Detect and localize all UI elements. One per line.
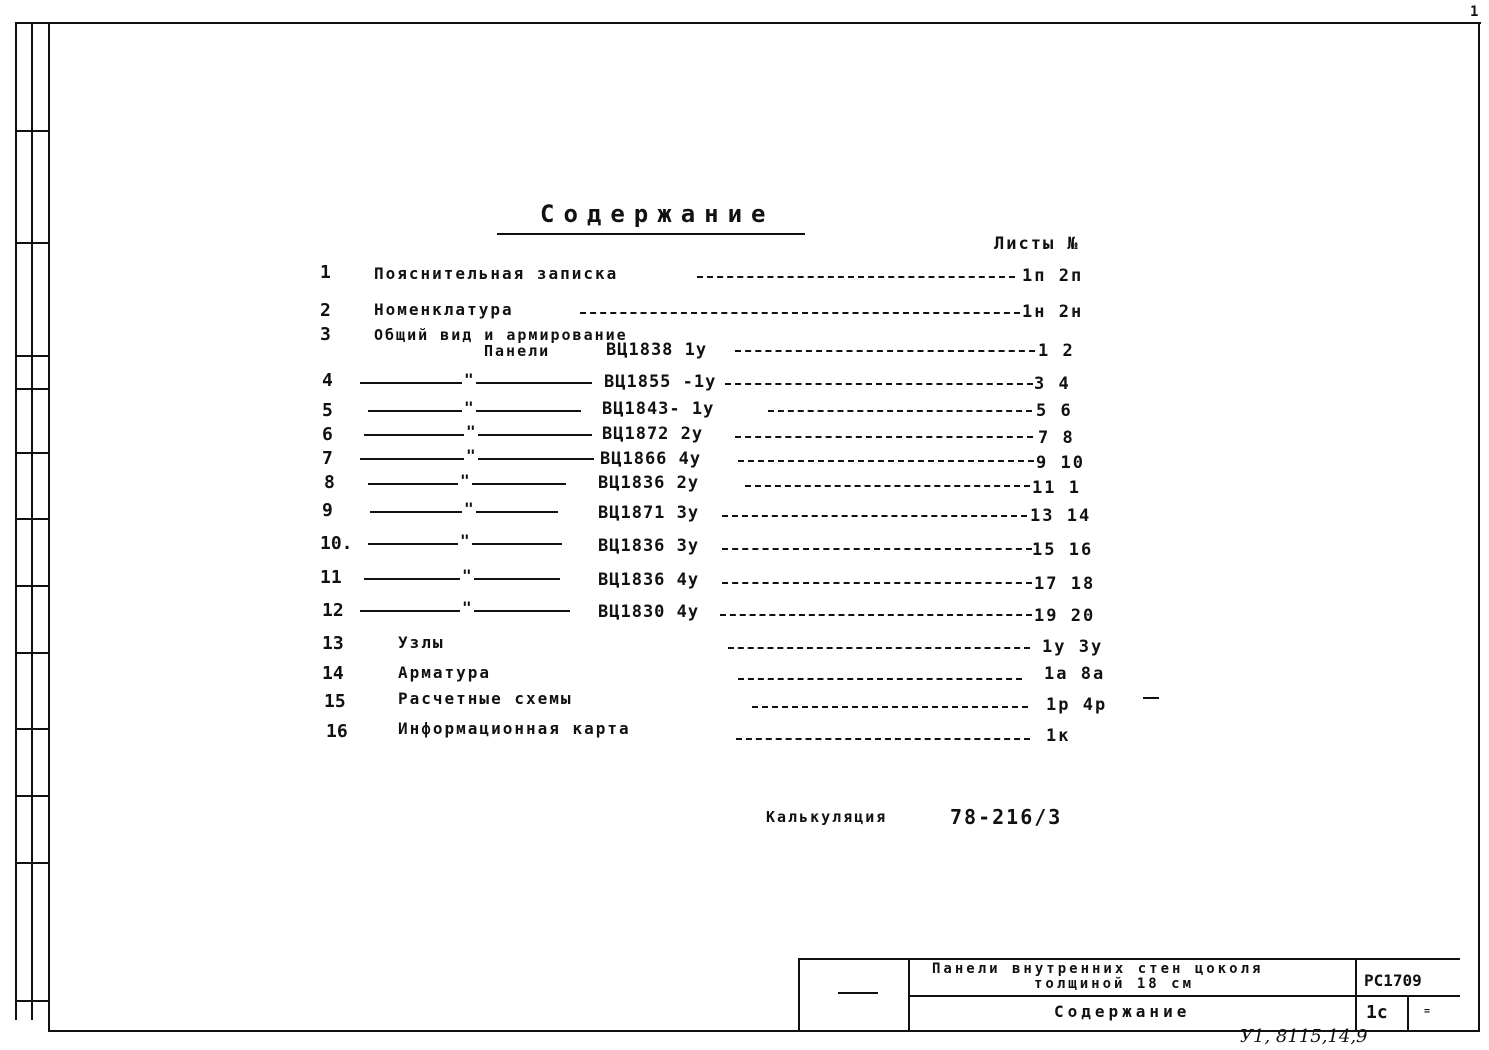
- entry-label: Арматура: [398, 663, 492, 682]
- entry-label: Узлы: [398, 633, 445, 652]
- entry-code: ВЦ1836 4у: [598, 570, 700, 590]
- entry-code: ВЦ1871 3у: [598, 503, 700, 523]
- margin-tick: [15, 355, 50, 357]
- entry-number: 15: [324, 691, 346, 712]
- ditto-line: [364, 434, 592, 436]
- ditto-mark: ": [464, 398, 474, 417]
- leader-line: [735, 436, 1033, 438]
- leader-line: [722, 548, 1032, 550]
- leader-line: [738, 460, 1034, 462]
- title-block-row: [908, 995, 1460, 997]
- margin-tick: [15, 452, 50, 454]
- entry-sheets: 11 1: [1032, 478, 1081, 498]
- entry-number: 8: [324, 472, 335, 493]
- title-block-divider: [1355, 958, 1357, 1030]
- entry-number: 16: [326, 721, 348, 742]
- entry-number: 13: [322, 633, 344, 654]
- entry-code: ВЦ1836 3у: [598, 536, 700, 556]
- entry-sheets: 1 2: [1038, 341, 1075, 361]
- margin-strip-left: [15, 22, 17, 1020]
- entry-number: 11: [320, 567, 342, 588]
- entry-sheets: 9 10: [1036, 453, 1085, 473]
- margin-tick: [15, 130, 50, 132]
- ditto-mark: ": [464, 370, 474, 389]
- stray-mark: [1143, 697, 1159, 699]
- entry-label: Информационная карта: [398, 719, 631, 738]
- entry-code: ВЦ1872 2у: [602, 424, 704, 444]
- handwritten-note: У1, 8115,14,9: [1240, 1026, 1368, 1047]
- entry-label: Расчетные схемы: [398, 689, 573, 708]
- leader-line: [768, 410, 1032, 412]
- ditto-line: [360, 382, 592, 384]
- entry-number: 2: [320, 300, 331, 321]
- margin-tick: [15, 795, 50, 797]
- title-block-dash: [838, 992, 878, 994]
- calculation-value: 78-216/3: [950, 805, 1063, 829]
- leader-line: [738, 678, 1022, 680]
- entry-label: Номенклатура: [374, 300, 514, 319]
- entry-code: ВЦ1836 2у: [598, 473, 700, 493]
- entry-sheets: 1н 2н: [1022, 302, 1084, 322]
- margin-tick: [15, 1000, 50, 1002]
- entry-number: 12: [322, 600, 344, 621]
- entry-number: 10.: [320, 533, 353, 554]
- title-block-sheet-mark: =: [1424, 1006, 1431, 1017]
- page-title: Содержание: [540, 200, 775, 228]
- margin-tick: [15, 728, 50, 730]
- entry-sheets: 19 20: [1034, 606, 1096, 626]
- entry-sheets: 3 4: [1034, 374, 1071, 394]
- entry-number: 9: [322, 500, 333, 521]
- entry-sublabel: Панели: [484, 342, 551, 360]
- entry-sheets: 1у 3у: [1042, 637, 1104, 657]
- leader-line: [745, 485, 1030, 487]
- ditto-mark: ": [460, 471, 470, 490]
- entry-number: 7: [322, 448, 333, 469]
- title-block-line2: толщиной 18 см: [1034, 976, 1195, 992]
- ditto-mark: ": [466, 446, 476, 465]
- margin-tick: [15, 585, 50, 587]
- margin-tick: [15, 388, 50, 390]
- entry-sheets: 1р 4р: [1046, 695, 1108, 715]
- entry-sheets: 1к: [1046, 726, 1071, 746]
- leader-line: [580, 312, 1020, 314]
- title-block-name: Содержание: [1054, 1002, 1191, 1021]
- title-block-divider: [1407, 996, 1409, 1030]
- ditto-mark: ": [462, 598, 472, 617]
- entry-code: ВЦ1838 1у: [606, 340, 708, 360]
- frame-left: [48, 22, 50, 1032]
- title-block-left: [798, 958, 800, 1030]
- corner-mark: 1: [1470, 4, 1479, 20]
- leader-line: [735, 350, 1035, 352]
- entry-sheets: 17 18: [1034, 574, 1096, 594]
- entry-label: Общий вид и армирование: [374, 326, 628, 344]
- sheets-header: Листы №: [994, 234, 1080, 254]
- entry-sheets: 15 16: [1032, 540, 1094, 560]
- leader-line: [697, 276, 1015, 278]
- entry-code: ВЦ1866 4у: [600, 449, 702, 469]
- frame-right: [1478, 22, 1480, 1032]
- leader-line: [752, 706, 1028, 708]
- title-block-top: [798, 958, 1460, 960]
- title-block-line1: Панели внутренних стен цоколя: [932, 961, 1264, 977]
- entry-sheets: 13 14: [1030, 506, 1092, 526]
- entry-sheets: 1а 8а: [1044, 664, 1106, 684]
- margin-strip-inner: [31, 22, 33, 1020]
- entry-number: 3: [320, 324, 331, 345]
- ditto-mark: ": [460, 531, 470, 550]
- entry-sheets: 5 6: [1036, 401, 1073, 421]
- title-block-series: РС1709: [1364, 971, 1422, 990]
- calculation-label: Калькуляция: [766, 808, 888, 826]
- ditto-mark: ": [464, 499, 474, 518]
- entry-number: 14: [322, 663, 344, 684]
- entry-number: 1: [320, 262, 331, 283]
- entry-sheets: 7 8: [1038, 428, 1075, 448]
- entry-sheets: 1п 2п: [1022, 266, 1084, 286]
- leader-line: [728, 647, 1030, 649]
- entry-code: ВЦ1843- 1у: [602, 399, 715, 419]
- ditto-mark: ": [466, 422, 476, 441]
- entry-code: ВЦ1855 -1у: [604, 372, 717, 392]
- margin-tick: [15, 862, 50, 864]
- title-block-divider: [908, 958, 910, 1030]
- entry-number: 5: [322, 400, 333, 421]
- title-underline: [497, 233, 805, 235]
- margin-tick: [15, 652, 50, 654]
- entry-code: ВЦ1830 4у: [598, 602, 700, 622]
- leader-line: [736, 738, 1030, 740]
- leader-line: [720, 614, 1032, 616]
- margin-tick: [15, 518, 50, 520]
- frame-top: [15, 22, 1481, 24]
- entry-number: 6: [322, 424, 333, 445]
- title-block-sheet: 1с: [1366, 1002, 1388, 1023]
- entry-number: 4: [322, 370, 333, 391]
- leader-line: [725, 383, 1033, 385]
- leader-line: [722, 515, 1027, 517]
- leader-line: [722, 582, 1032, 584]
- ditto-mark: ": [462, 566, 472, 585]
- margin-tick: [15, 242, 50, 244]
- entry-label: Пояснительная записка: [374, 264, 619, 283]
